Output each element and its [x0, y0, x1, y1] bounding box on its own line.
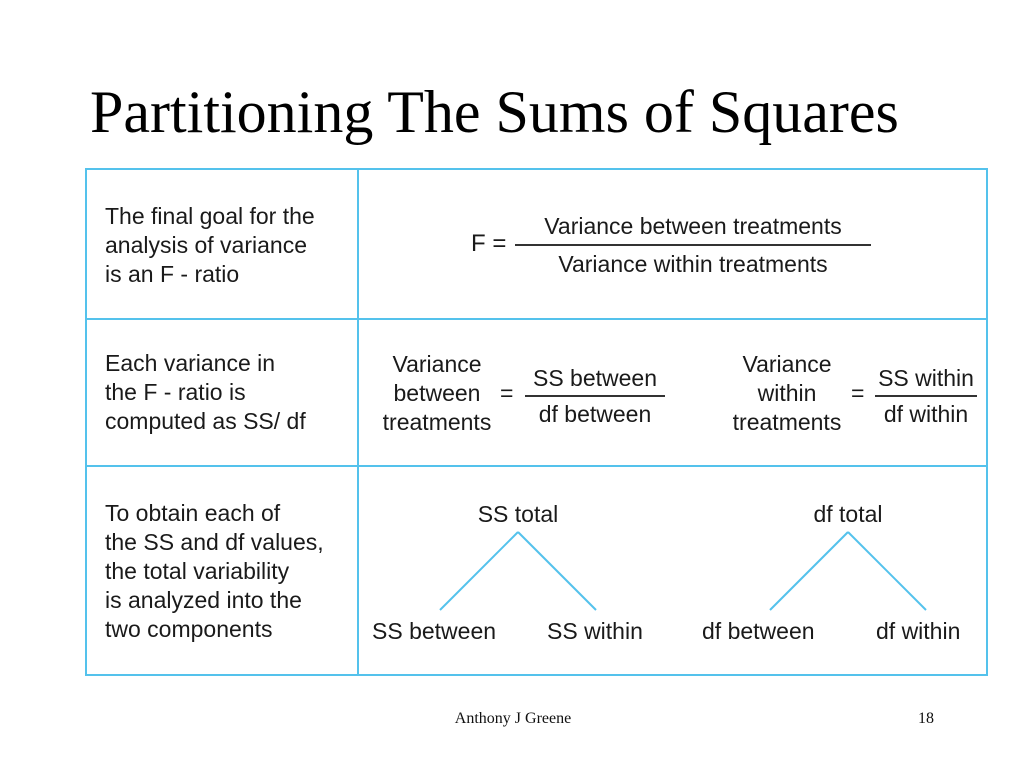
ss-tree-left-branch	[440, 532, 518, 610]
ss-within-numerator: SS within	[878, 365, 974, 391]
df-total-root: df total	[813, 501, 883, 527]
footer-author: Anthony J Greene	[454, 710, 572, 727]
description-line: is analyzed into the	[105, 587, 302, 613]
description-line: Each variance in	[105, 350, 276, 376]
description-line: analysis of variance	[105, 232, 307, 258]
df-tree-left-branch	[770, 532, 848, 610]
f-equals: F =	[471, 230, 507, 257]
equals-sign: =	[851, 380, 865, 406]
description-line: To obtain each of	[105, 500, 281, 526]
description-line: is an F - ratio	[105, 261, 240, 287]
description-line: the SS and df values,	[105, 529, 324, 555]
anova-table	[85, 168, 988, 676]
df-between-denominator: df between	[538, 401, 652, 427]
description-line: computed as SS/ df	[105, 408, 306, 434]
variance-within-label: Variance within treatments	[732, 351, 842, 435]
partition-tree-lines	[87, 170, 986, 674]
equals-sign: =	[500, 380, 514, 406]
ss-between-numerator: SS between	[532, 365, 658, 391]
ss-tree-right-branch	[518, 532, 596, 610]
page-number: 18	[918, 710, 934, 727]
description-line: The final goal for the	[105, 203, 315, 229]
ss-total-root: SS total	[477, 501, 559, 527]
ss-within-leaf: SS within	[547, 618, 643, 644]
df-within-denominator: df within	[883, 401, 969, 427]
df-between-leaf: df between	[702, 618, 815, 644]
f-denominator: Variance within treatments	[558, 251, 828, 277]
ss-between-leaf: SS between	[372, 618, 497, 644]
description-line: two components	[105, 616, 273, 642]
variance-between-label: Variance between treatments	[382, 351, 492, 435]
f-numerator: Variance between treatments	[544, 213, 842, 239]
description-line: the total variability	[105, 558, 290, 584]
slide-title: Partitioning The Sums of Squares	[90, 79, 899, 145]
df-within-leaf: df within	[876, 618, 961, 644]
description-line: the F - ratio is	[105, 379, 246, 405]
df-tree-right-branch	[848, 532, 926, 610]
